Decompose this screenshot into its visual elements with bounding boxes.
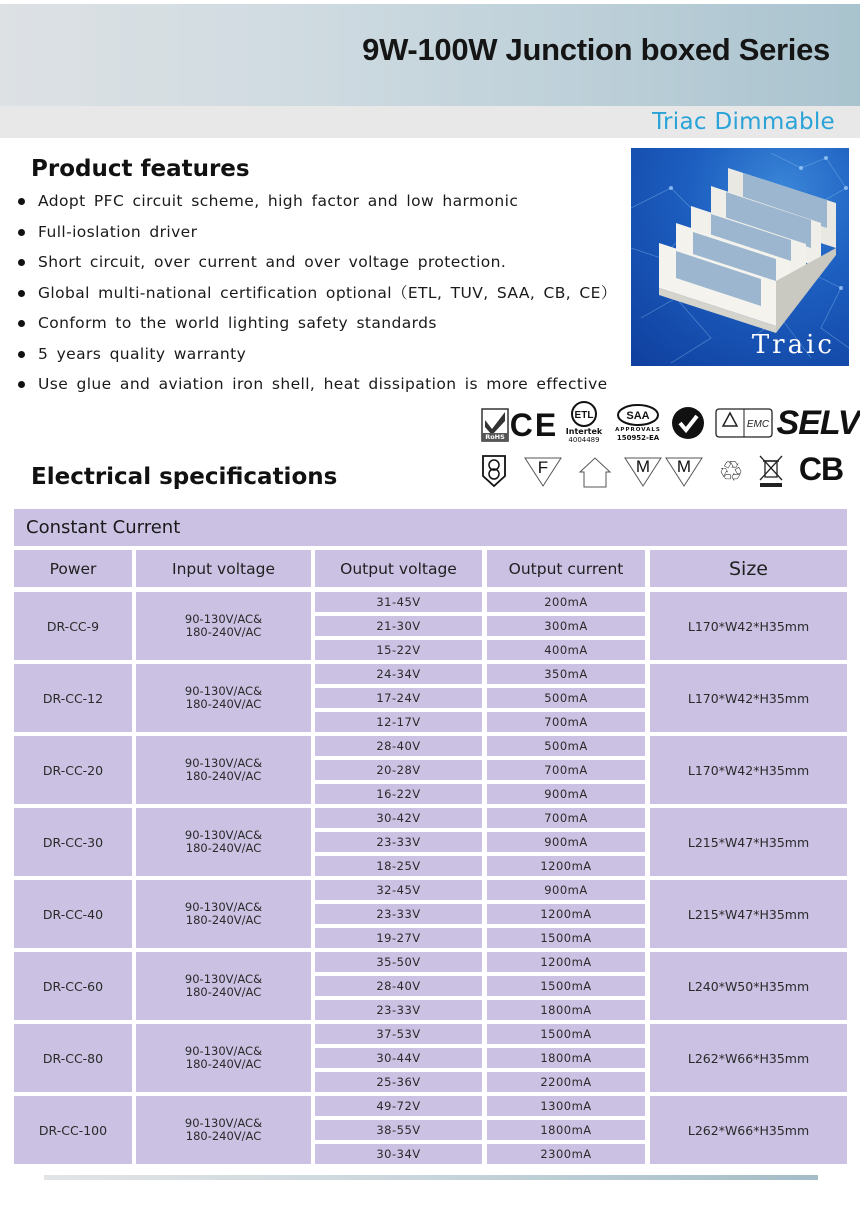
features-list bbox=[16, 186, 616, 400]
bullet-icon bbox=[18, 351, 25, 358]
input-voltage-cell bbox=[136, 808, 311, 876]
bullet-icon bbox=[18, 290, 25, 297]
input-voltage-cell bbox=[136, 952, 311, 1020]
input-voltage-cell bbox=[136, 736, 311, 804]
output-current-cell: 1500mA bbox=[487, 928, 645, 948]
output-current-cell: 1200mA bbox=[487, 856, 645, 876]
mm-mark-icon bbox=[664, 456, 704, 488]
input-voltage-line: 90-130V/AC& bbox=[184, 612, 263, 626]
power-model-cell: DR-CC-60 bbox=[14, 952, 132, 1020]
saa-number: 150952-EA bbox=[616, 433, 660, 442]
output-voltage-cell: 30-42V bbox=[315, 808, 482, 828]
output-current-cell: 900mA bbox=[487, 880, 645, 900]
feature-text: Full-ioslation driver bbox=[38, 222, 198, 241]
subtitle-banner bbox=[0, 106, 860, 138]
feature-item bbox=[16, 186, 616, 217]
output-voltage-cell: 30-34V bbox=[315, 1144, 482, 1164]
header-size: Size bbox=[650, 550, 847, 587]
feature-item bbox=[16, 247, 616, 278]
output-current-cell: 700mA bbox=[487, 760, 645, 780]
m-mark-icon bbox=[623, 456, 663, 488]
output-current-cell: 1300mA bbox=[487, 1096, 645, 1116]
size-cell: L170*W42*H35mm bbox=[650, 664, 847, 732]
feature-item bbox=[16, 308, 616, 339]
power-model-cell: DR-CC-12 bbox=[14, 664, 132, 732]
input-voltage-cell bbox=[136, 592, 311, 660]
output-current-cell: 350mA bbox=[487, 664, 645, 684]
input-voltage-cell bbox=[136, 1024, 311, 1092]
output-voltage-cell: 49-72V bbox=[315, 1096, 482, 1116]
header-input-voltage: Input voltage bbox=[136, 550, 311, 587]
indoor-use-icon bbox=[578, 455, 612, 489]
constant-current-band: Constant Current bbox=[14, 509, 847, 546]
feature-text: 5 years quality warranty bbox=[38, 344, 247, 363]
intertek-label: Intertek bbox=[565, 426, 603, 436]
output-voltage-cell: 35-50V bbox=[315, 952, 482, 972]
c-tick-icon bbox=[671, 406, 705, 440]
bullet-icon bbox=[18, 381, 25, 388]
output-current-cell: 400mA bbox=[487, 640, 645, 660]
input-voltage-line: 90-130V/AC& bbox=[184, 756, 263, 770]
header-banner bbox=[0, 4, 860, 106]
feature-text: Global multi-national certification optional（ETL, TUV, SAA, CB, CE） bbox=[38, 283, 617, 302]
output-current-cell: 2300mA bbox=[487, 1144, 645, 1164]
output-voltage-cell: 24-34V bbox=[315, 664, 482, 684]
input-voltage-line: 180-240V/AC bbox=[185, 697, 262, 711]
bullet-icon bbox=[18, 229, 25, 236]
size-cell: L262*W66*H35mm bbox=[650, 1096, 847, 1164]
output-current-cell: 1500mA bbox=[487, 1024, 645, 1044]
output-voltage-cell: 28-40V bbox=[315, 736, 482, 756]
output-current-cell: 1800mA bbox=[487, 1048, 645, 1068]
output-voltage-cell: 23-33V bbox=[315, 904, 482, 924]
feature-item bbox=[16, 339, 616, 370]
output-voltage-cell: 12-17V bbox=[315, 712, 482, 732]
page-title: 9W-100W Junction boxed Series bbox=[362, 32, 830, 67]
output-current-cell: 1800mA bbox=[487, 1000, 645, 1020]
output-current-cell: 700mA bbox=[487, 712, 645, 732]
size-cell: L262*W66*H35mm bbox=[650, 1024, 847, 1092]
size-cell: L170*W42*H35mm bbox=[650, 592, 847, 660]
output-current-cell: 1500mA bbox=[487, 976, 645, 996]
size-cell: L170*W42*H35mm bbox=[650, 736, 847, 804]
feature-text: Adopt PFC circuit scheme, high factor and low harmonic bbox=[38, 192, 519, 210]
feature-item bbox=[16, 278, 616, 309]
power-model-cell: DR-CC-9 bbox=[14, 592, 132, 660]
header-output-voltage: Output voltage bbox=[315, 550, 482, 587]
input-voltage-line: 90-130V/AC& bbox=[184, 900, 263, 914]
rohs-label: RoHS bbox=[485, 433, 505, 441]
input-voltage-line: 180-240V/AC bbox=[185, 769, 262, 783]
size-cell: L215*W47*H35mm bbox=[650, 808, 847, 876]
output-voltage-cell: 16-22V bbox=[315, 784, 482, 804]
input-voltage-line: 180-240V/AC bbox=[185, 625, 262, 639]
header-output-current: Output current bbox=[487, 550, 645, 587]
power-model-cell: DR-CC-80 bbox=[14, 1024, 132, 1092]
etl-text: ETL bbox=[574, 409, 594, 421]
selv-icon: SELV bbox=[776, 403, 860, 442]
feature-item bbox=[16, 369, 616, 400]
input-voltage-line: 180-240V/AC bbox=[185, 841, 262, 855]
etl-number: 4004489 bbox=[568, 435, 600, 444]
ce-icon: CE bbox=[509, 406, 559, 443]
output-current-cell: 900mA bbox=[487, 784, 645, 804]
output-current-cell: 1200mA bbox=[487, 952, 645, 972]
weee-bin-icon bbox=[758, 453, 784, 489]
output-voltage-cell: 23-33V bbox=[315, 1000, 482, 1020]
output-voltage-cell: 32-45V bbox=[315, 880, 482, 900]
output-voltage-cell: 19-27V bbox=[315, 928, 482, 948]
f-mark-label: F bbox=[537, 458, 549, 477]
size-cell: L240*W50*H35mm bbox=[650, 952, 847, 1020]
output-voltage-cell: 25-36V bbox=[315, 1072, 482, 1092]
output-current-cell: 2200mA bbox=[487, 1072, 645, 1092]
output-current-cell: 500mA bbox=[487, 688, 645, 708]
output-voltage-cell: 20-28V bbox=[315, 760, 482, 780]
emc-text: EMC bbox=[746, 419, 770, 430]
output-voltage-cell: 18-25V bbox=[315, 856, 482, 876]
saa-text: SAA bbox=[626, 409, 650, 422]
input-voltage-line: 180-240V/AC bbox=[185, 913, 262, 927]
input-voltage-line: 90-130V/AC& bbox=[184, 828, 263, 842]
power-model-cell: DR-CC-40 bbox=[14, 880, 132, 948]
footer-bar bbox=[44, 1175, 818, 1180]
output-voltage-cell: 23-33V bbox=[315, 832, 482, 852]
output-current-cell: 700mA bbox=[487, 808, 645, 828]
output-current-cell: 900mA bbox=[487, 832, 645, 852]
m-mark-label: M bbox=[635, 457, 651, 476]
output-current-cell: 300mA bbox=[487, 616, 645, 636]
bullet-icon bbox=[18, 198, 25, 205]
input-voltage-cell bbox=[136, 664, 311, 732]
output-voltage-cell: 21-30V bbox=[315, 616, 482, 636]
input-voltage-line: 90-130V/AC& bbox=[184, 1044, 263, 1058]
output-voltage-cell: 28-40V bbox=[315, 976, 482, 996]
size-cell: L215*W47*H35mm bbox=[650, 880, 847, 948]
output-current-cell: 200mA bbox=[487, 592, 645, 612]
tuv-emc-icon bbox=[715, 408, 773, 438]
output-voltage-cell: 15-22V bbox=[315, 640, 482, 660]
specs-heading: Electrical specifications bbox=[31, 464, 338, 490]
feature-text: Conform to the world lighting safety standards bbox=[38, 314, 437, 332]
product-photo bbox=[631, 148, 849, 366]
safety-isolating-transformer-icon bbox=[481, 454, 507, 488]
mm-mark-label: M bbox=[676, 457, 692, 476]
output-voltage-cell: 38-55V bbox=[315, 1120, 482, 1140]
input-voltage-line: 180-240V/AC bbox=[185, 1057, 262, 1071]
output-current-cell: 500mA bbox=[487, 736, 645, 756]
output-voltage-cell: 31-45V bbox=[315, 592, 482, 612]
saa-approvals-label: APPROVALS bbox=[615, 426, 661, 433]
input-voltage-cell bbox=[136, 1096, 311, 1164]
page-subtitle: Triac Dimmable bbox=[652, 109, 835, 135]
feature-text: Short circuit, over current and over voltage protection. bbox=[38, 253, 507, 271]
certification-marks bbox=[478, 398, 858, 490]
feature-item bbox=[16, 217, 616, 248]
input-voltage-line: 90-130V/AC& bbox=[184, 1116, 263, 1130]
features-heading: Product features bbox=[31, 156, 250, 182]
rohs-icon bbox=[481, 408, 509, 442]
feature-text: Use glue and aviation iron shell, heat dissipation is more effective bbox=[38, 375, 608, 393]
input-voltage-line: 90-130V/AC& bbox=[184, 684, 263, 698]
input-voltage-line: 180-240V/AC bbox=[185, 1129, 262, 1143]
input-voltage-line: 90-130V/AC& bbox=[184, 972, 263, 986]
input-voltage-line: 180-240V/AC bbox=[185, 985, 262, 999]
output-voltage-cell: 37-53V bbox=[315, 1024, 482, 1044]
power-model-cell: DR-CC-20 bbox=[14, 736, 132, 804]
etl-icon bbox=[563, 398, 605, 446]
photo-caption: Traic bbox=[751, 330, 835, 360]
f-mark-icon bbox=[523, 456, 563, 488]
header-power: Power bbox=[14, 550, 132, 587]
output-voltage-cell: 17-24V bbox=[315, 688, 482, 708]
output-current-cell: 1200mA bbox=[487, 904, 645, 924]
power-model-cell: DR-CC-100 bbox=[14, 1096, 132, 1164]
power-model-cell: DR-CC-30 bbox=[14, 808, 132, 876]
cb-icon: CB bbox=[798, 450, 844, 487]
output-current-cell: 1800mA bbox=[487, 1120, 645, 1140]
bullet-icon bbox=[18, 320, 25, 327]
bullet-icon bbox=[18, 259, 25, 266]
output-voltage-cell: 30-44V bbox=[315, 1048, 482, 1068]
recycle-icon: ♲ bbox=[718, 454, 744, 488]
input-voltage-cell bbox=[136, 880, 311, 948]
saa-icon bbox=[613, 400, 663, 446]
